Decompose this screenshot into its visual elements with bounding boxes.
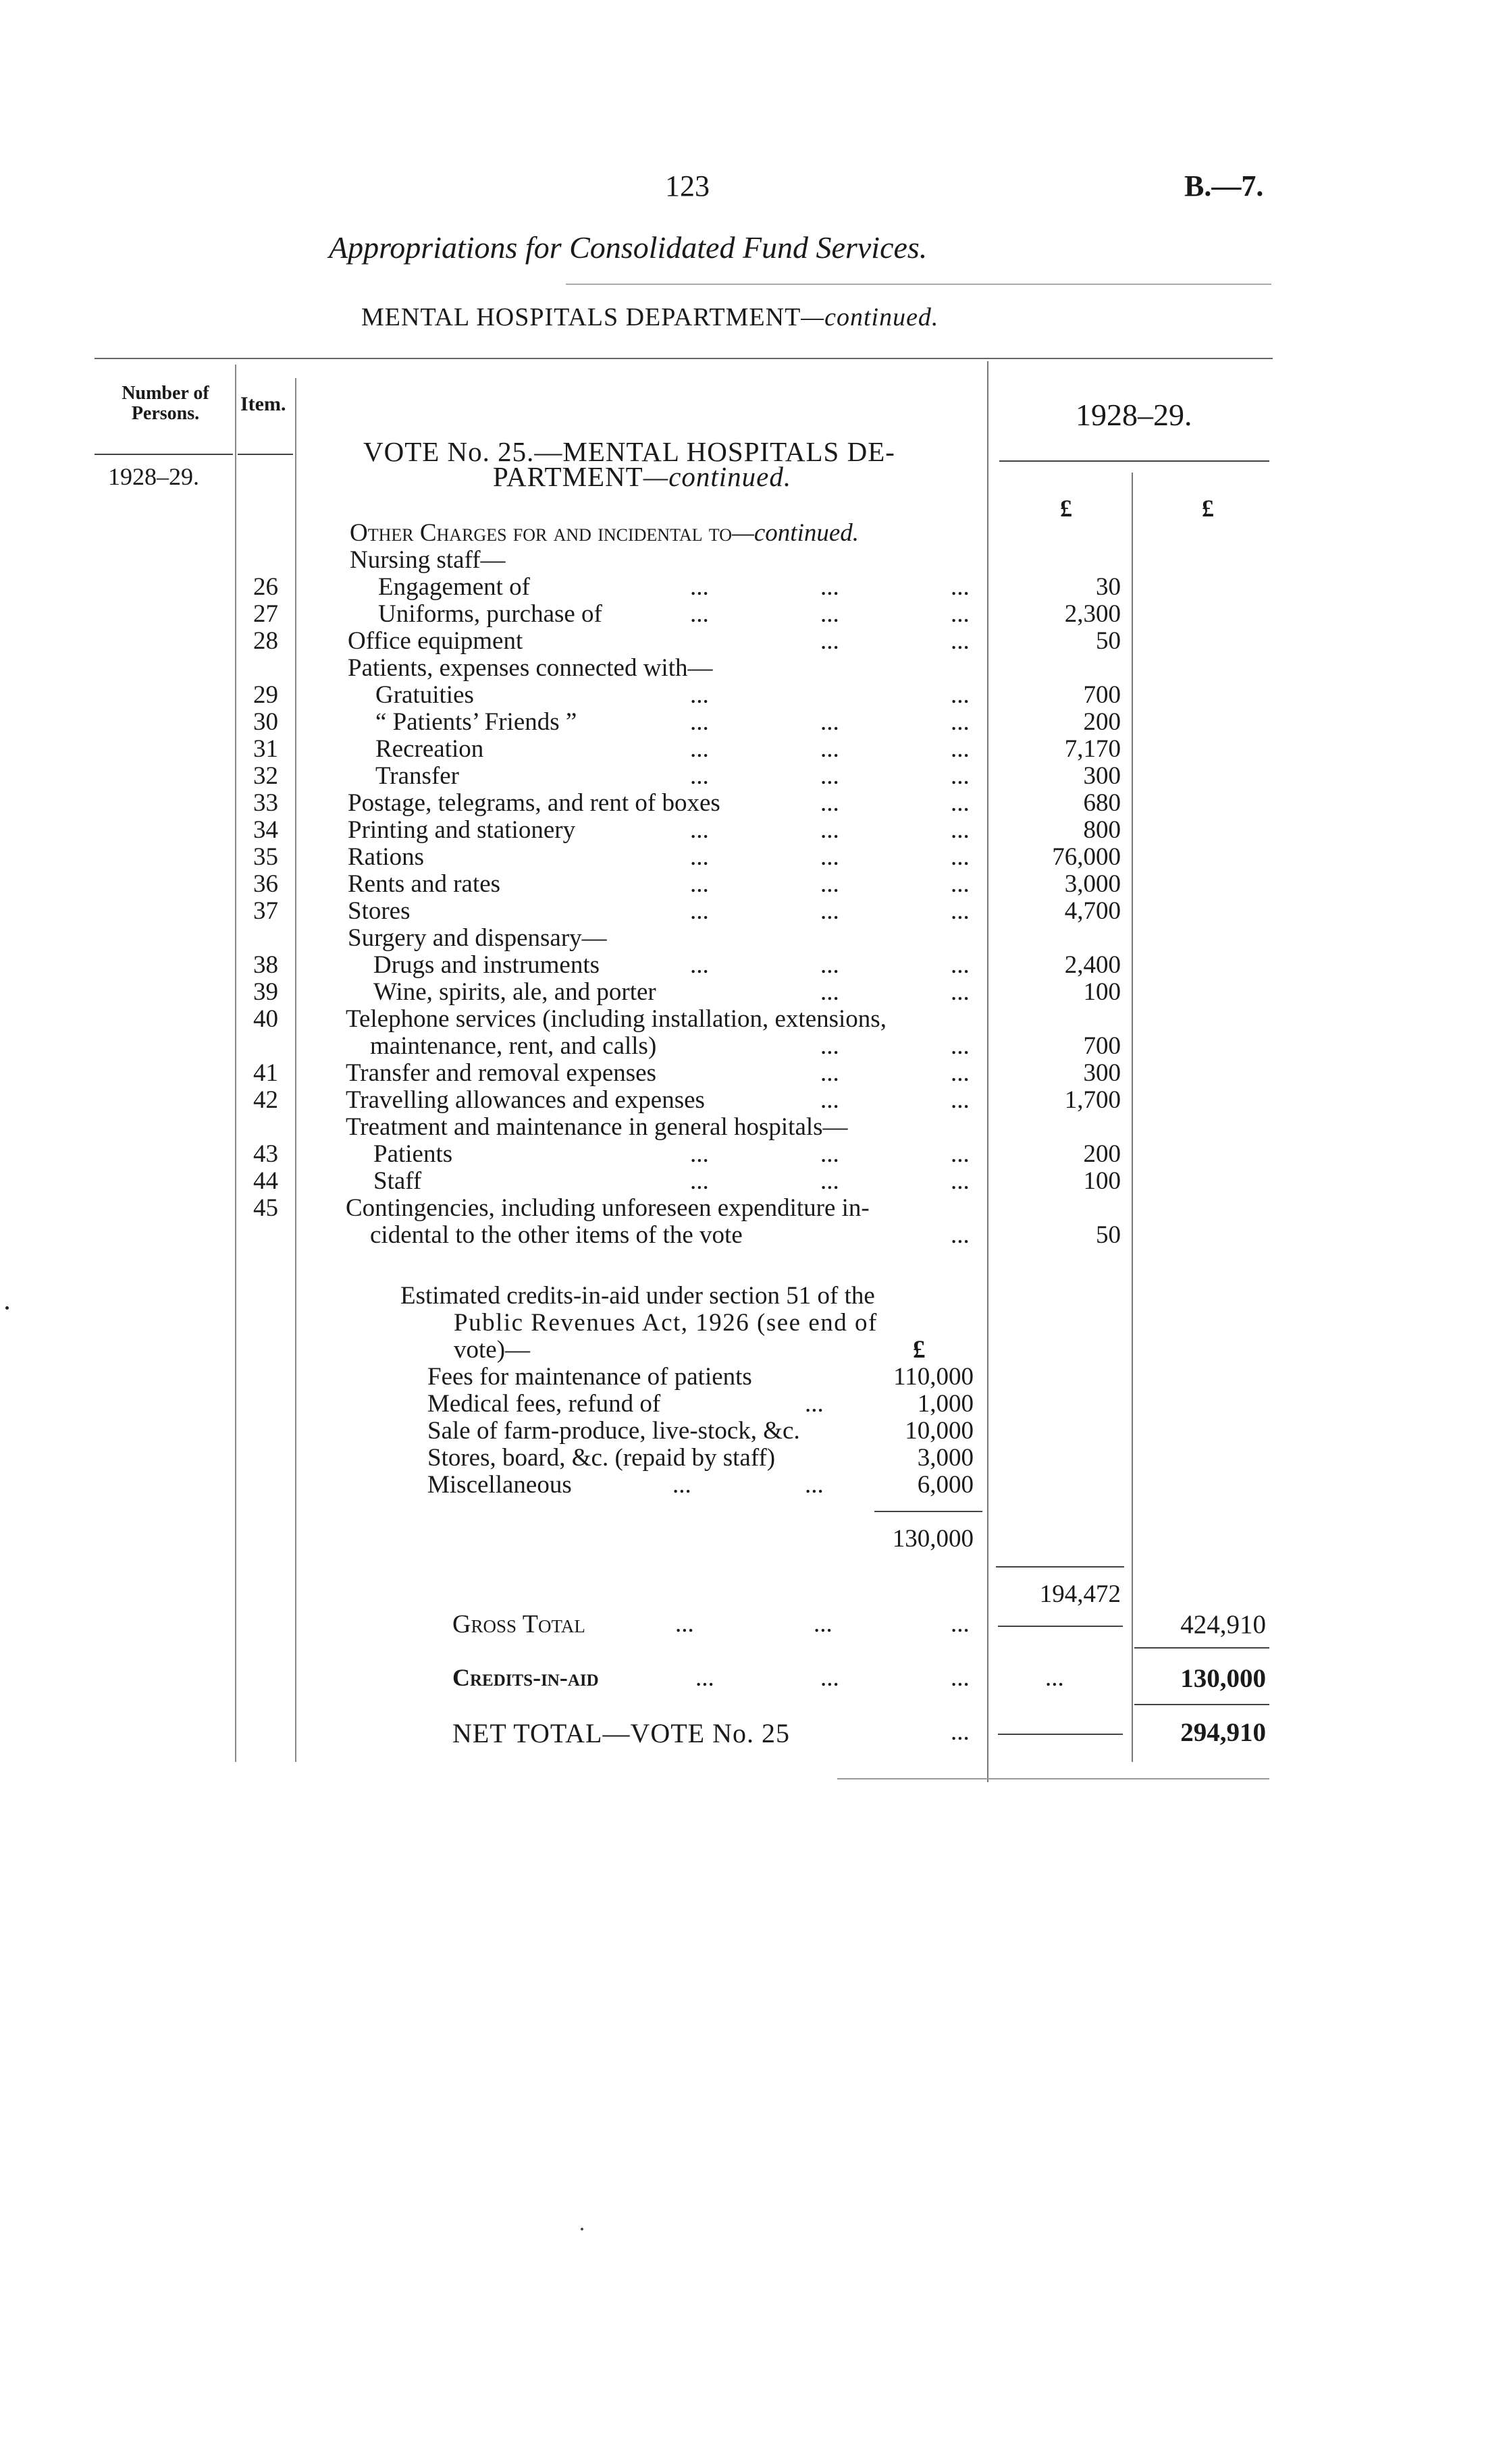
row-leader: ... bbox=[951, 600, 970, 628]
credits-intro-line2: Public Revenues Act, 1926 (see end of bbox=[454, 1309, 878, 1337]
row-leader: ... bbox=[951, 1086, 970, 1114]
row-leader: ... bbox=[820, 762, 839, 790]
credit-item-amount: 110,000 bbox=[893, 1363, 974, 1391]
row-item-number: 31 bbox=[253, 735, 278, 763]
page-title: Appropriations for Consolidated Fund Services. bbox=[329, 230, 928, 265]
row-label: Postage, telegrams, and rent of boxes bbox=[348, 789, 720, 817]
row-leader: ... bbox=[951, 816, 970, 844]
row-amount: 800 bbox=[1083, 816, 1121, 844]
row-leader: ... bbox=[951, 1059, 970, 1087]
row-leader: ... bbox=[951, 681, 970, 709]
credits-intro-line3: vote)— bbox=[454, 1336, 531, 1364]
credit-item-amount: 10,000 bbox=[905, 1417, 974, 1445]
row-item-number: 43 bbox=[253, 1140, 278, 1168]
row-item-number: 38 bbox=[253, 951, 278, 979]
row-leader: ... bbox=[951, 789, 970, 817]
row-leader: ... bbox=[820, 816, 839, 844]
row-label: Surgery and dispensary— bbox=[348, 924, 607, 952]
row-label: Patients, expenses connected with— bbox=[348, 654, 713, 682]
row-label: Travelling allowances and expenses bbox=[346, 1086, 705, 1114]
row-amount: 100 bbox=[1083, 978, 1121, 1006]
row-amount: 50 bbox=[1096, 627, 1121, 655]
row-leader: ... bbox=[690, 600, 709, 628]
row-leader: ... bbox=[951, 897, 970, 925]
section-heading-text: Other Charges for and incidental to bbox=[350, 519, 732, 547]
credit-item-amount: 6,000 bbox=[917, 1471, 974, 1499]
gross-total-label: Gross Total bbox=[452, 1610, 585, 1638]
net-leader: ... bbox=[951, 1718, 970, 1746]
gross-leader: ... bbox=[951, 1610, 970, 1638]
row-amount: 76,000 bbox=[1052, 843, 1121, 871]
credit-item-label: Sale of farm-produce, live-stock, &c. bbox=[427, 1417, 800, 1445]
subtotal-amount: 194,472 bbox=[1039, 1580, 1121, 1608]
row-leader: ... bbox=[951, 1167, 970, 1195]
row-leader: ... bbox=[951, 843, 970, 871]
credits-in-aid-label: Credits-in-aid bbox=[452, 1664, 599, 1691]
item-header: Item. bbox=[240, 393, 286, 415]
row-leader: ... bbox=[951, 735, 970, 763]
row-label: Rents and rates bbox=[348, 870, 501, 898]
credit-item-leader: ... bbox=[805, 1471, 824, 1499]
row-leader: ... bbox=[690, 708, 709, 736]
row-leader: ... bbox=[690, 897, 709, 925]
department-name: MENTAL HOSPITALS DEPARTMENT bbox=[361, 303, 801, 331]
amount-total-divider bbox=[1132, 473, 1133, 1762]
row-item-number: 29 bbox=[253, 681, 278, 709]
report-code: B.—7. bbox=[1184, 169, 1264, 203]
year-header: 1928–29. bbox=[1076, 398, 1192, 432]
row-amount: 4,700 bbox=[1064, 897, 1121, 925]
credits-leader: ... bbox=[820, 1664, 839, 1692]
credits-total: 130,000 bbox=[892, 1525, 974, 1553]
row-leader: ... bbox=[820, 1032, 839, 1060]
row-label: Rations bbox=[348, 843, 425, 871]
row-leader: ... bbox=[820, 978, 839, 1006]
row-item-number: 40 bbox=[253, 1005, 278, 1033]
credit-item-label: Stores, board, &c. (repaid by staff) bbox=[427, 1444, 776, 1472]
row-leader: ... bbox=[820, 1167, 839, 1195]
row-leader: ... bbox=[820, 600, 839, 628]
pound-sign-column-1: £ bbox=[1060, 495, 1072, 522]
row-item-number: 39 bbox=[253, 978, 278, 1006]
net-total-label: NET TOTAL—VOTE No. 25 bbox=[452, 1718, 790, 1748]
row-label: Transfer bbox=[375, 762, 460, 790]
row-label: Drugs and instruments bbox=[373, 951, 600, 979]
row-item-number: 32 bbox=[253, 762, 278, 790]
row-label: Nursing staff— bbox=[350, 546, 506, 574]
row-item-number: 42 bbox=[253, 1086, 278, 1114]
row-label: Wine, spirits, ale, and porter bbox=[373, 978, 656, 1006]
row-leader: ... bbox=[820, 951, 839, 979]
credit-item-amount: 3,000 bbox=[917, 1444, 974, 1472]
row-amount: 700 bbox=[1083, 1032, 1121, 1060]
row-leader: ... bbox=[690, 735, 709, 763]
row-amount: 100 bbox=[1083, 1167, 1121, 1195]
row-leader: ... bbox=[690, 1167, 709, 1195]
row-leader: ... bbox=[951, 1221, 970, 1249]
row-item-number: 44 bbox=[253, 1167, 278, 1195]
row-item-number: 28 bbox=[253, 627, 278, 655]
stray-dot bbox=[581, 2228, 583, 2230]
persons-year: 1928–29. bbox=[108, 463, 199, 490]
credit-item-label: Medical fees, refund of bbox=[427, 1390, 661, 1418]
stray-dot bbox=[5, 1306, 9, 1310]
row-label: Uniforms, purchase of bbox=[378, 600, 602, 628]
row-leader: ... bbox=[951, 978, 970, 1006]
row-label: Stores bbox=[348, 897, 411, 925]
row-item-number: 26 bbox=[253, 573, 278, 601]
row-amount: 700 bbox=[1083, 681, 1121, 709]
persons-header: Number of Persons. bbox=[122, 383, 209, 424]
row-amount: 1,700 bbox=[1064, 1086, 1121, 1114]
row-label: cidental to the other items of the vote bbox=[370, 1221, 743, 1249]
row-leader: ... bbox=[820, 870, 839, 898]
row-leader: ... bbox=[820, 1086, 839, 1114]
row-amount: 300 bbox=[1083, 1059, 1121, 1087]
row-leader: ... bbox=[951, 1140, 970, 1168]
row-label: “ Patients’ Friends ” bbox=[375, 708, 577, 736]
row-amount: 30 bbox=[1096, 573, 1121, 601]
section-heading bbox=[350, 518, 859, 547]
vote-title-line2 bbox=[493, 460, 791, 493]
credits-intro-line1: Estimated credits-in-aid under section 51 of the bbox=[400, 1282, 875, 1310]
row-label: Office equipment bbox=[348, 627, 523, 655]
row-leader: ... bbox=[690, 870, 709, 898]
row-leader: ... bbox=[820, 735, 839, 763]
department-continued: —continued. bbox=[801, 303, 939, 331]
row-label: Recreation bbox=[375, 735, 484, 763]
persons-item-divider bbox=[235, 365, 236, 1762]
row-amount: 300 bbox=[1083, 762, 1121, 790]
row-label: Treatment and maintenance in general hospitals— bbox=[346, 1113, 848, 1141]
row-leader: ... bbox=[820, 897, 839, 925]
row-label: Printing and stationery bbox=[348, 816, 576, 844]
row-item-number: 36 bbox=[253, 870, 278, 898]
row-leader: ... bbox=[690, 951, 709, 979]
row-leader: ... bbox=[820, 789, 839, 817]
credit-item-label: Fees for maintenance of patients bbox=[427, 1363, 752, 1391]
row-leader: ... bbox=[690, 843, 709, 871]
row-leader: ... bbox=[820, 843, 839, 871]
row-leader: ... bbox=[820, 627, 839, 655]
row-label: Transfer and removal expenses bbox=[346, 1059, 656, 1087]
net-total-amount: 294,910 bbox=[1180, 1718, 1266, 1747]
row-label: Patients bbox=[373, 1140, 453, 1168]
credits-mid-column: ... bbox=[1045, 1664, 1064, 1692]
row-label: Contingencies, including unforeseen expenditure in- bbox=[346, 1194, 870, 1222]
row-leader: ... bbox=[951, 870, 970, 898]
row-amount: 200 bbox=[1083, 708, 1121, 736]
item-desc-divider bbox=[295, 378, 296, 1762]
row-label: Telephone services (including installation, extensions, bbox=[346, 1005, 887, 1033]
row-amount: 2,400 bbox=[1064, 951, 1121, 979]
vote-title-dept: PARTMENT bbox=[493, 461, 643, 492]
row-amount: 200 bbox=[1083, 1140, 1121, 1168]
row-leader: ... bbox=[690, 816, 709, 844]
gross-leader: ... bbox=[814, 1610, 832, 1638]
row-item-number: 30 bbox=[253, 708, 278, 736]
row-amount: 50 bbox=[1096, 1221, 1121, 1249]
row-leader: ... bbox=[690, 681, 709, 709]
row-amount: 2,300 bbox=[1064, 600, 1121, 628]
vote-title-continued: —continued. bbox=[643, 461, 792, 492]
department-heading bbox=[361, 302, 938, 332]
credit-item-label: Miscellaneous bbox=[427, 1471, 572, 1499]
row-item-number: 45 bbox=[253, 1194, 278, 1222]
row-amount: 3,000 bbox=[1064, 870, 1121, 898]
row-item-number: 35 bbox=[253, 843, 278, 871]
row-leader: ... bbox=[690, 762, 709, 790]
row-leader: ... bbox=[690, 573, 709, 601]
vote-title-line1: VOTE No. 25.—MENTAL HOSPITALS DE- bbox=[363, 436, 895, 467]
row-item-number: 34 bbox=[253, 816, 278, 844]
credit-item-leader: ... bbox=[805, 1390, 824, 1418]
row-leader: ... bbox=[951, 708, 970, 736]
pound-sign-column-2: £ bbox=[1202, 495, 1214, 522]
row-leader: ... bbox=[951, 573, 970, 601]
credits-pound-sign: £ bbox=[913, 1336, 926, 1364]
gross-total-amount: 424,910 bbox=[1180, 1610, 1266, 1639]
row-leader: ... bbox=[951, 951, 970, 979]
row-leader: ... bbox=[820, 708, 839, 736]
row-leader: ... bbox=[820, 1059, 839, 1087]
row-leader: ... bbox=[951, 627, 970, 655]
section-heading-continued: —continued. bbox=[731, 519, 860, 547]
row-leader: ... bbox=[820, 1140, 839, 1168]
row-label: Engagement of bbox=[378, 573, 530, 601]
row-item-number: 37 bbox=[253, 897, 278, 925]
row-amount: 7,170 bbox=[1064, 735, 1121, 763]
row-label: Gratuities bbox=[375, 681, 474, 709]
row-amount: 680 bbox=[1083, 789, 1121, 817]
row-leader: ... bbox=[951, 762, 970, 790]
row-leader: ... bbox=[951, 1032, 970, 1060]
row-leader: ... bbox=[690, 1140, 709, 1168]
row-label: Staff bbox=[373, 1167, 422, 1195]
row-item-number: 41 bbox=[253, 1059, 278, 1087]
credits-leader: ... bbox=[951, 1664, 970, 1692]
row-item-number: 27 bbox=[253, 600, 278, 628]
row-item-number: 33 bbox=[253, 789, 278, 817]
credits-leader: ... bbox=[695, 1664, 714, 1692]
credit-item-leader: ... bbox=[672, 1471, 691, 1499]
gross-leader: ... bbox=[675, 1610, 694, 1638]
row-label: maintenance, rent, and calls) bbox=[370, 1032, 657, 1060]
credits-in-aid-amount: 130,000 bbox=[1180, 1664, 1266, 1693]
page-number: 123 bbox=[665, 169, 710, 203]
row-leader: ... bbox=[820, 573, 839, 601]
credit-item-amount: 1,000 bbox=[917, 1390, 974, 1418]
